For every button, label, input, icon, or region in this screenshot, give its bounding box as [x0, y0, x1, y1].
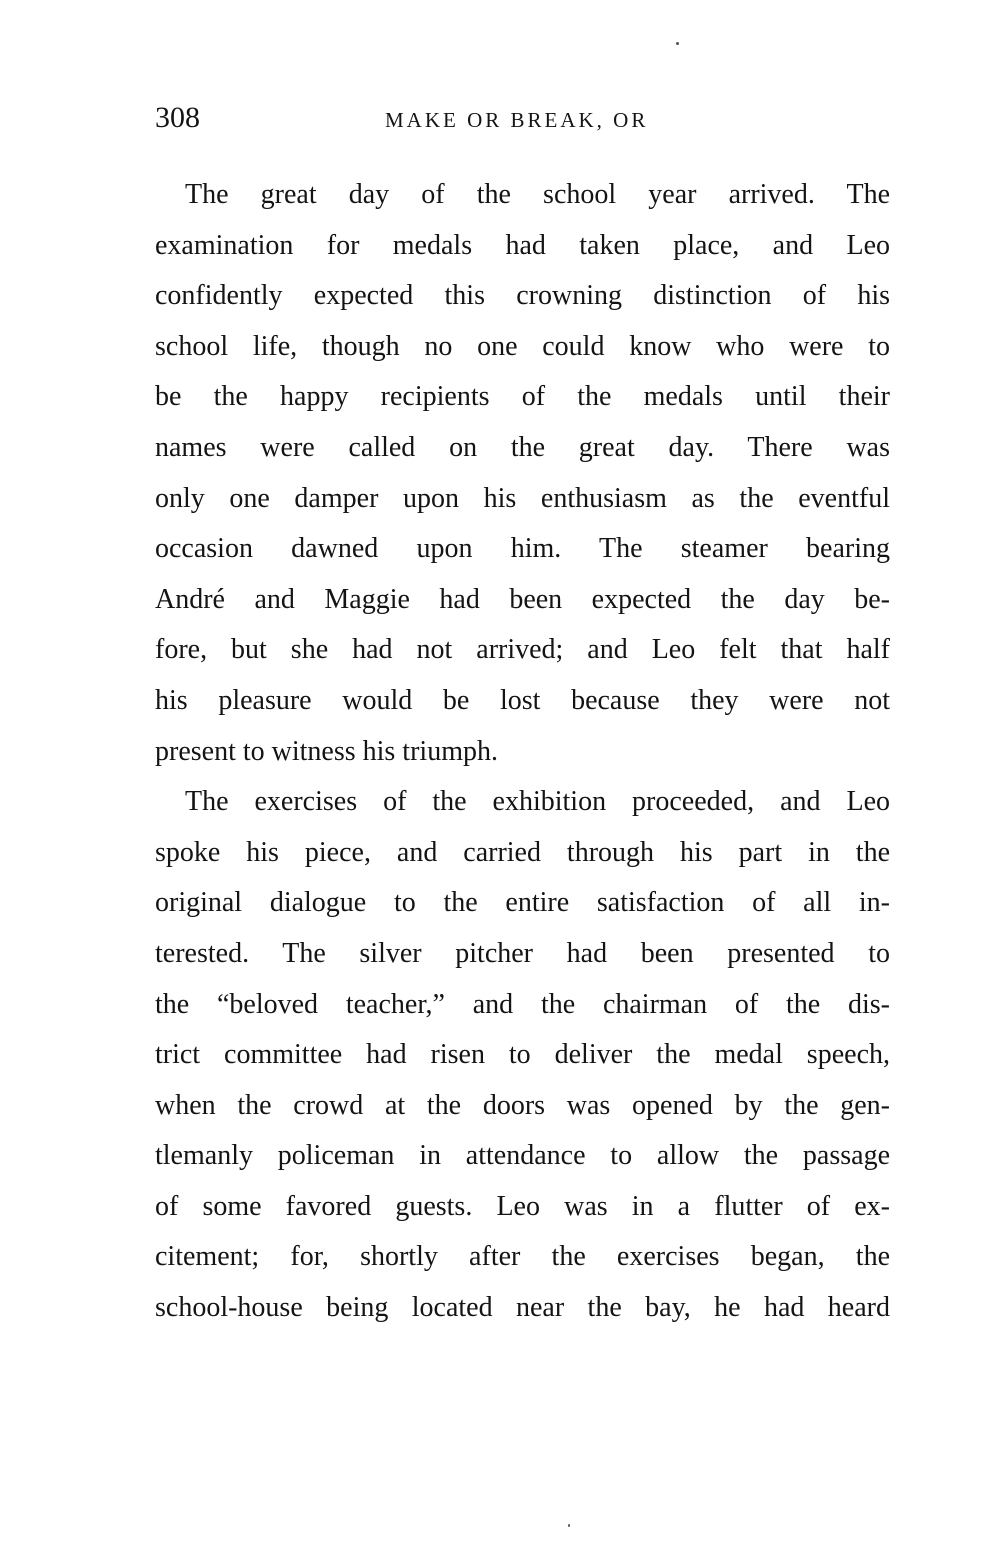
print-speck	[676, 42, 679, 45]
text-line: tlemanly policeman in attendance to allow the passage	[155, 1140, 890, 1172]
text-line: examination for medals had taken place, and Leo	[155, 229, 890, 261]
text-line: his pleasure would be lost because they were not	[155, 684, 890, 716]
text-line: be the happy recipients of the medals until their	[155, 381, 890, 413]
text-line: the “beloved teacher,” and the chairman of the dis-	[155, 988, 890, 1020]
text-line: The exercises of the exhibition proceeded, and Leo	[185, 786, 890, 818]
text-line: The great day of the school year arrived. The	[185, 179, 890, 210]
paragraph-2	[155, 777, 890, 1334]
text-line: terested. The silver pitcher had been presented to	[155, 937, 890, 969]
text-line: original dialogue to the entire satisfaction of all in-	[155, 887, 890, 919]
text-line: fore, but she had not arrived; and Leo felt that half	[155, 634, 890, 666]
text-line: school-house being located near the bay, he had heard	[155, 1292, 890, 1324]
page-number: 308	[155, 101, 200, 134]
text-line: trict committee had risen to deliver the medal speech,	[155, 1039, 890, 1071]
text-line: of some favored guests. Leo was in a flutter of ex-	[155, 1190, 890, 1222]
running-head	[155, 100, 890, 140]
running-title: MAKE OR BREAK, OR	[385, 108, 649, 132]
text-line: present to witness his triumph.	[155, 735, 498, 767]
print-speck	[568, 1524, 570, 1527]
text-line: when the crowd at the doors was opened by the gen-	[155, 1089, 890, 1121]
body-text	[155, 170, 890, 1334]
text-line: names were called on the great day. There was	[155, 431, 890, 463]
text-line: school life, though no one could know who were to	[155, 330, 890, 362]
text-line: only one damper upon his enthusiasm as the eventful	[155, 482, 890, 514]
text-line: occasion dawned upon him. The steamer bearing	[155, 533, 890, 565]
text-line: spoke his piece, and carried through his part in the	[155, 836, 890, 868]
text-line: André and Maggie had been expected the day be-	[155, 583, 890, 615]
paragraph-1	[155, 170, 890, 777]
text-line: confidently expected this crowning distinction of his	[155, 280, 890, 312]
text-line: citement; for, shortly after the exercises began, the	[155, 1241, 890, 1273]
